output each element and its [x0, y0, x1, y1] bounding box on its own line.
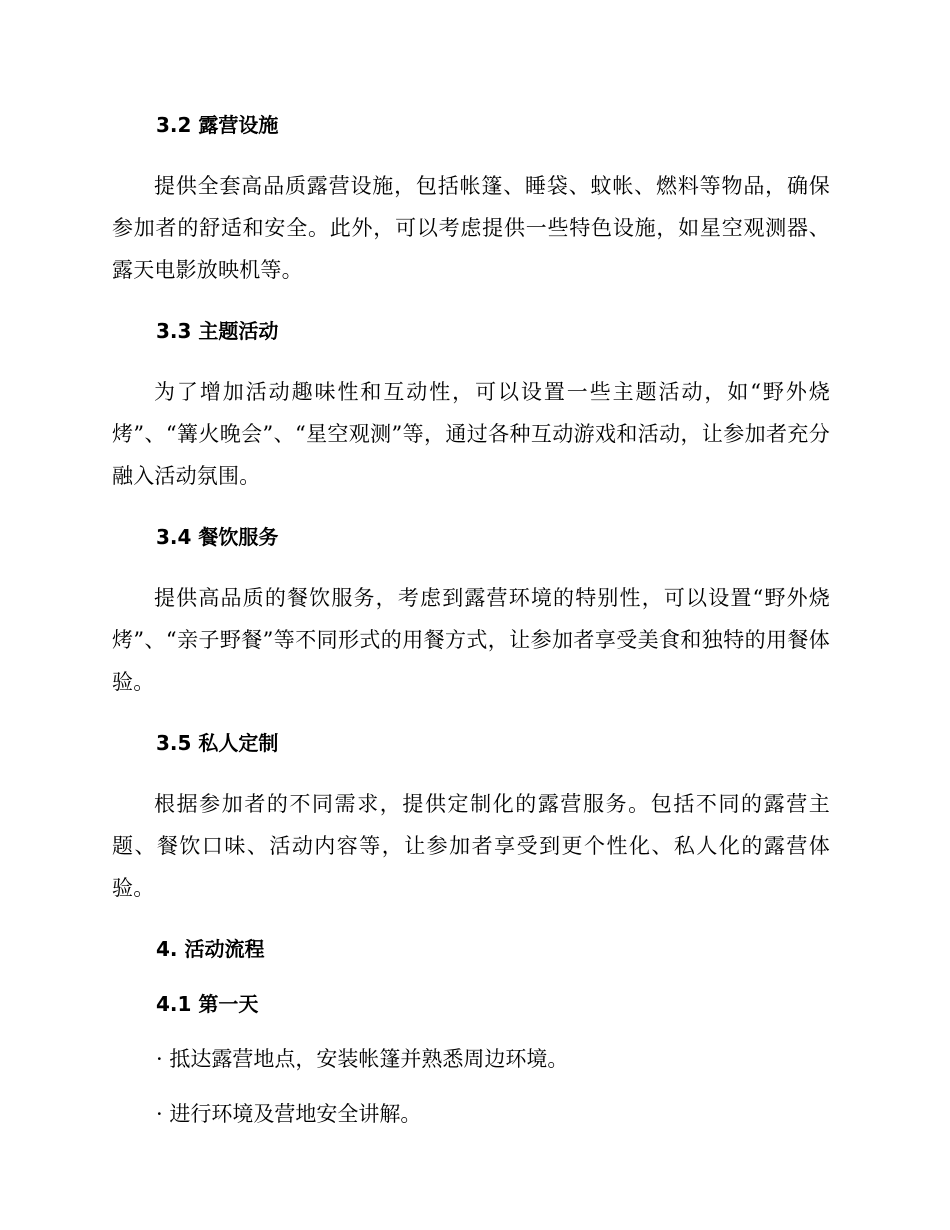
list-item: · 进行环境及营地安全讲解。	[156, 1102, 422, 1126]
section-heading-3-5: 3.5 私人定制	[156, 731, 279, 755]
section-paragraph-3-5: 根据参加者的不同需求，提供定制化的露营服务。包括不同的露营主题、餐饮口味、活动内容等，让参加者享受到更个性化、私人化的露营体验。	[112, 792, 830, 900]
section-paragraph-3-2: 提供全套高品质露营设施，包括帐篷、睡袋、蚊帐、燃料等物品，确保参加者的舒适和安全。此外，可以考虑提供一些特色设施，如星空观测器、露天电影放映机等。	[112, 174, 830, 282]
section-paragraph-3-3: 为了增加活动趣味性和互动性，可以设置一些主题活动，如“野外烧烤”、“篝火晚会”、“星空观测”等，通过各种互动游戏和活动，让参加者充分融入活动氛围。	[112, 380, 830, 488]
section-heading-4: 4. 活动流程	[156, 937, 265, 961]
section-heading-3-3: 3.3 主题活动	[156, 319, 279, 343]
section-heading-3-4: 3.4 餐饮服务	[156, 525, 279, 549]
section-heading-4-1: 4.1 第一天	[156, 992, 259, 1016]
section-heading-3-2: 3.2 露营设施	[156, 113, 279, 137]
document-page	[112, 110, 830, 1129]
section-paragraph-3-4: 提供高品质的餐饮服务，考虑到露营环境的特别性，可以设置“野外烧烤”、“亲子野餐”等不同形式的用餐方式，让参加者享受美食和独特的用餐体验。	[112, 586, 830, 694]
list-item: · 抵达露营地点，安装帐篷并熟悉周边环境。	[156, 1047, 569, 1071]
